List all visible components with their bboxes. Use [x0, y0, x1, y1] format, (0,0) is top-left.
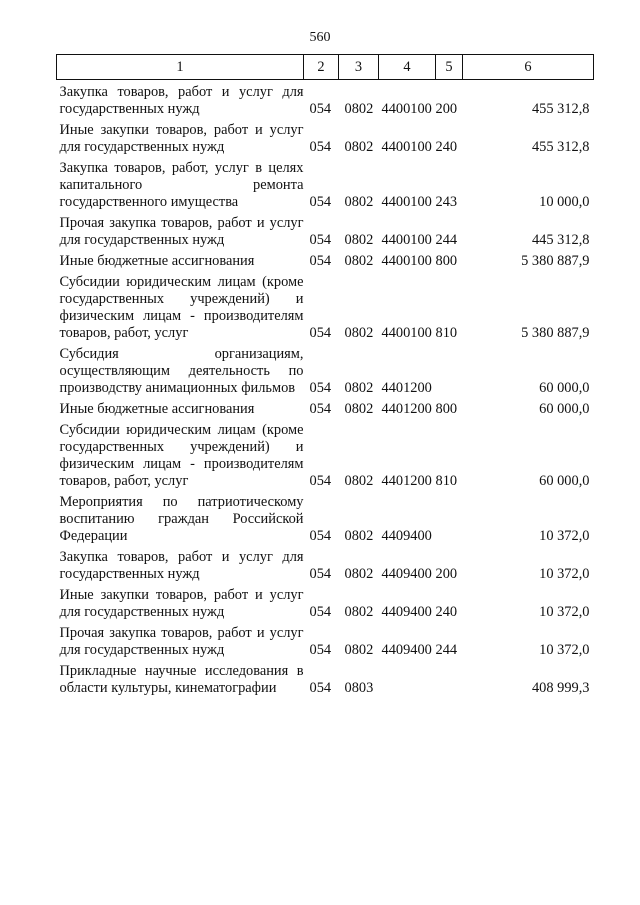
target-article-cell: 4409400: [381, 528, 432, 544]
expense-type-cell: 243: [435, 194, 458, 210]
section-code-cell: 0802: [344, 642, 374, 658]
table-row: [57, 549, 594, 587]
ministry-code-cell: 054: [309, 401, 332, 417]
amount-cell: 408 999,3: [531, 680, 590, 696]
section-code-cell: 0802: [344, 401, 374, 417]
target-article-cell: 4400100: [381, 194, 432, 210]
table-row: [57, 401, 594, 422]
expense-type-cell: [436, 346, 463, 401]
table-row: [57, 122, 594, 160]
target-article-cell: 4400100: [381, 325, 432, 341]
amount-cell: 10 000,0: [539, 194, 590, 210]
target-article-cell: 4401200: [381, 380, 432, 396]
row-name-cell: Закупка товаров, работ и услуг для государственных нужд: [59, 84, 304, 117]
target-article-cell: 4400100: [381, 232, 432, 248]
expense-type-cell: 240: [435, 604, 458, 620]
table-row: [57, 625, 594, 663]
target-article-cell: 4400100: [381, 101, 432, 117]
ministry-code-cell: 054: [309, 194, 332, 210]
row-name-cell: Прочая закупка товаров, работ и услуг для государственных нужд: [59, 215, 304, 248]
target-article-cell: 4409400: [381, 642, 432, 658]
budget-table: [56, 54, 594, 701]
section-code-cell: 0802: [344, 380, 374, 396]
amount-cell: 10 372,0: [539, 566, 590, 582]
amount-cell: 5 380 887,9: [521, 253, 590, 269]
target-article-cell: 4401200: [381, 473, 432, 489]
ministry-code-cell: 054: [309, 566, 332, 582]
row-name-cell: Субсидии юридическим лицам (кроме государственных учреждений) и физическим лицам - производителям товаров, работ, услуг: [59, 422, 304, 489]
table-header-row: [57, 55, 594, 80]
row-name-cell: Закупка товаров, работ, услуг в целях капитального ремонта государственного имущества: [59, 160, 304, 210]
amount-cell: 10 372,0: [539, 604, 590, 620]
table-row: [57, 346, 594, 401]
expense-type-cell: 800: [435, 401, 458, 417]
section-code-cell: 0802: [344, 604, 374, 620]
expense-type-cell: [436, 663, 463, 701]
target-article-cell: [379, 663, 436, 701]
page-number: 560: [309, 30, 331, 45]
row-name-cell: Субсидии юридическим лицам (кроме государственных учреждений) и физическим лицам - производителям товаров, работ, услуг: [59, 274, 304, 341]
amount-cell: 60 000,0: [539, 401, 590, 417]
ministry-code-cell: 054: [309, 680, 332, 696]
row-name-cell: Закупка товаров, работ и услуг для государственных нужд: [59, 549, 304, 582]
section-code-cell: 0802: [344, 528, 374, 544]
amount-cell: 455 312,8: [531, 101, 590, 117]
column-header: 2: [304, 55, 339, 80]
expense-type-cell: 810: [435, 325, 458, 341]
ministry-code-cell: 054: [309, 253, 332, 269]
amount-cell: 455 312,8: [531, 139, 590, 155]
ministry-code-cell: 054: [309, 139, 332, 155]
section-code-cell: 0803: [344, 680, 374, 696]
table-row: [57, 274, 594, 346]
section-code-cell: 0802: [344, 566, 374, 582]
target-article-cell: 4400100: [381, 139, 432, 155]
ministry-code-cell: 054: [309, 232, 332, 248]
table-row: [57, 587, 594, 625]
table-row: [57, 253, 594, 274]
section-code-cell: 0802: [344, 253, 374, 269]
ministry-code-cell: 054: [309, 642, 332, 658]
table-row: [57, 160, 594, 215]
section-code-cell: 0802: [344, 473, 374, 489]
amount-cell: 60 000,0: [539, 380, 590, 396]
expense-type-cell: 200: [435, 566, 458, 582]
column-header: 6: [463, 55, 594, 80]
section-code-cell: 0802: [344, 101, 374, 117]
target-article-cell: 4409400: [381, 604, 432, 620]
section-code-cell: 0802: [344, 325, 374, 341]
ministry-code-cell: 054: [309, 101, 332, 117]
table-row: [57, 80, 594, 123]
row-name-cell: Иные бюджетные ассигнования: [59, 253, 255, 269]
section-code-cell: 0802: [344, 232, 374, 248]
amount-cell: 60 000,0: [539, 473, 590, 489]
ministry-code-cell: 054: [309, 528, 332, 544]
target-article-cell: 4400100: [381, 253, 432, 269]
expense-type-cell: 244: [435, 232, 458, 248]
row-name-cell: Мероприятия по патриотическому воспитанию граждан Российской Федерации: [59, 494, 304, 544]
target-article-cell: 4401200: [381, 401, 432, 417]
table-row: [57, 663, 594, 701]
table-row: [57, 215, 594, 253]
column-header: 3: [339, 55, 379, 80]
section-code-cell: 0802: [344, 139, 374, 155]
column-header: 1: [57, 55, 304, 80]
section-code-cell: 0802: [344, 194, 374, 210]
amount-cell: 5 380 887,9: [521, 325, 590, 341]
expense-type-cell: [436, 494, 463, 549]
table-row: [57, 422, 594, 494]
ministry-code-cell: 054: [309, 325, 332, 341]
column-header: 4: [379, 55, 436, 80]
row-name-cell: Прикладные научные исследования в области культуры, кинематографии: [59, 663, 304, 696]
column-header: 5: [436, 55, 463, 80]
expense-type-cell: 240: [435, 139, 458, 155]
table-body: [57, 80, 594, 702]
ministry-code-cell: 054: [309, 380, 332, 396]
expense-type-cell: 810: [435, 473, 458, 489]
table-row: [57, 494, 594, 549]
row-name-cell: Иные закупки товаров, работ и услуг для государственных нужд: [59, 122, 304, 155]
row-name-cell: Иные бюджетные ассигнования: [59, 401, 255, 417]
expense-type-cell: 244: [435, 642, 458, 658]
amount-cell: 10 372,0: [539, 642, 590, 658]
amount-cell: 445 312,8: [531, 232, 590, 248]
target-article-cell: 4409400: [381, 566, 432, 582]
row-name-cell: Субсидия организациям, осуществляющим деятельность по производству анимационных фильмов: [59, 346, 304, 396]
ministry-code-cell: 054: [309, 473, 332, 489]
expense-type-cell: 800: [435, 253, 458, 269]
ministry-code-cell: 054: [309, 604, 332, 620]
row-name-cell: Прочая закупка товаров, работ и услуг для государственных нужд: [59, 625, 304, 658]
amount-cell: 10 372,0: [539, 528, 590, 544]
expense-type-cell: 200: [435, 101, 458, 117]
row-name-cell: Иные закупки товаров, работ и услуг для государственных нужд: [59, 587, 304, 620]
